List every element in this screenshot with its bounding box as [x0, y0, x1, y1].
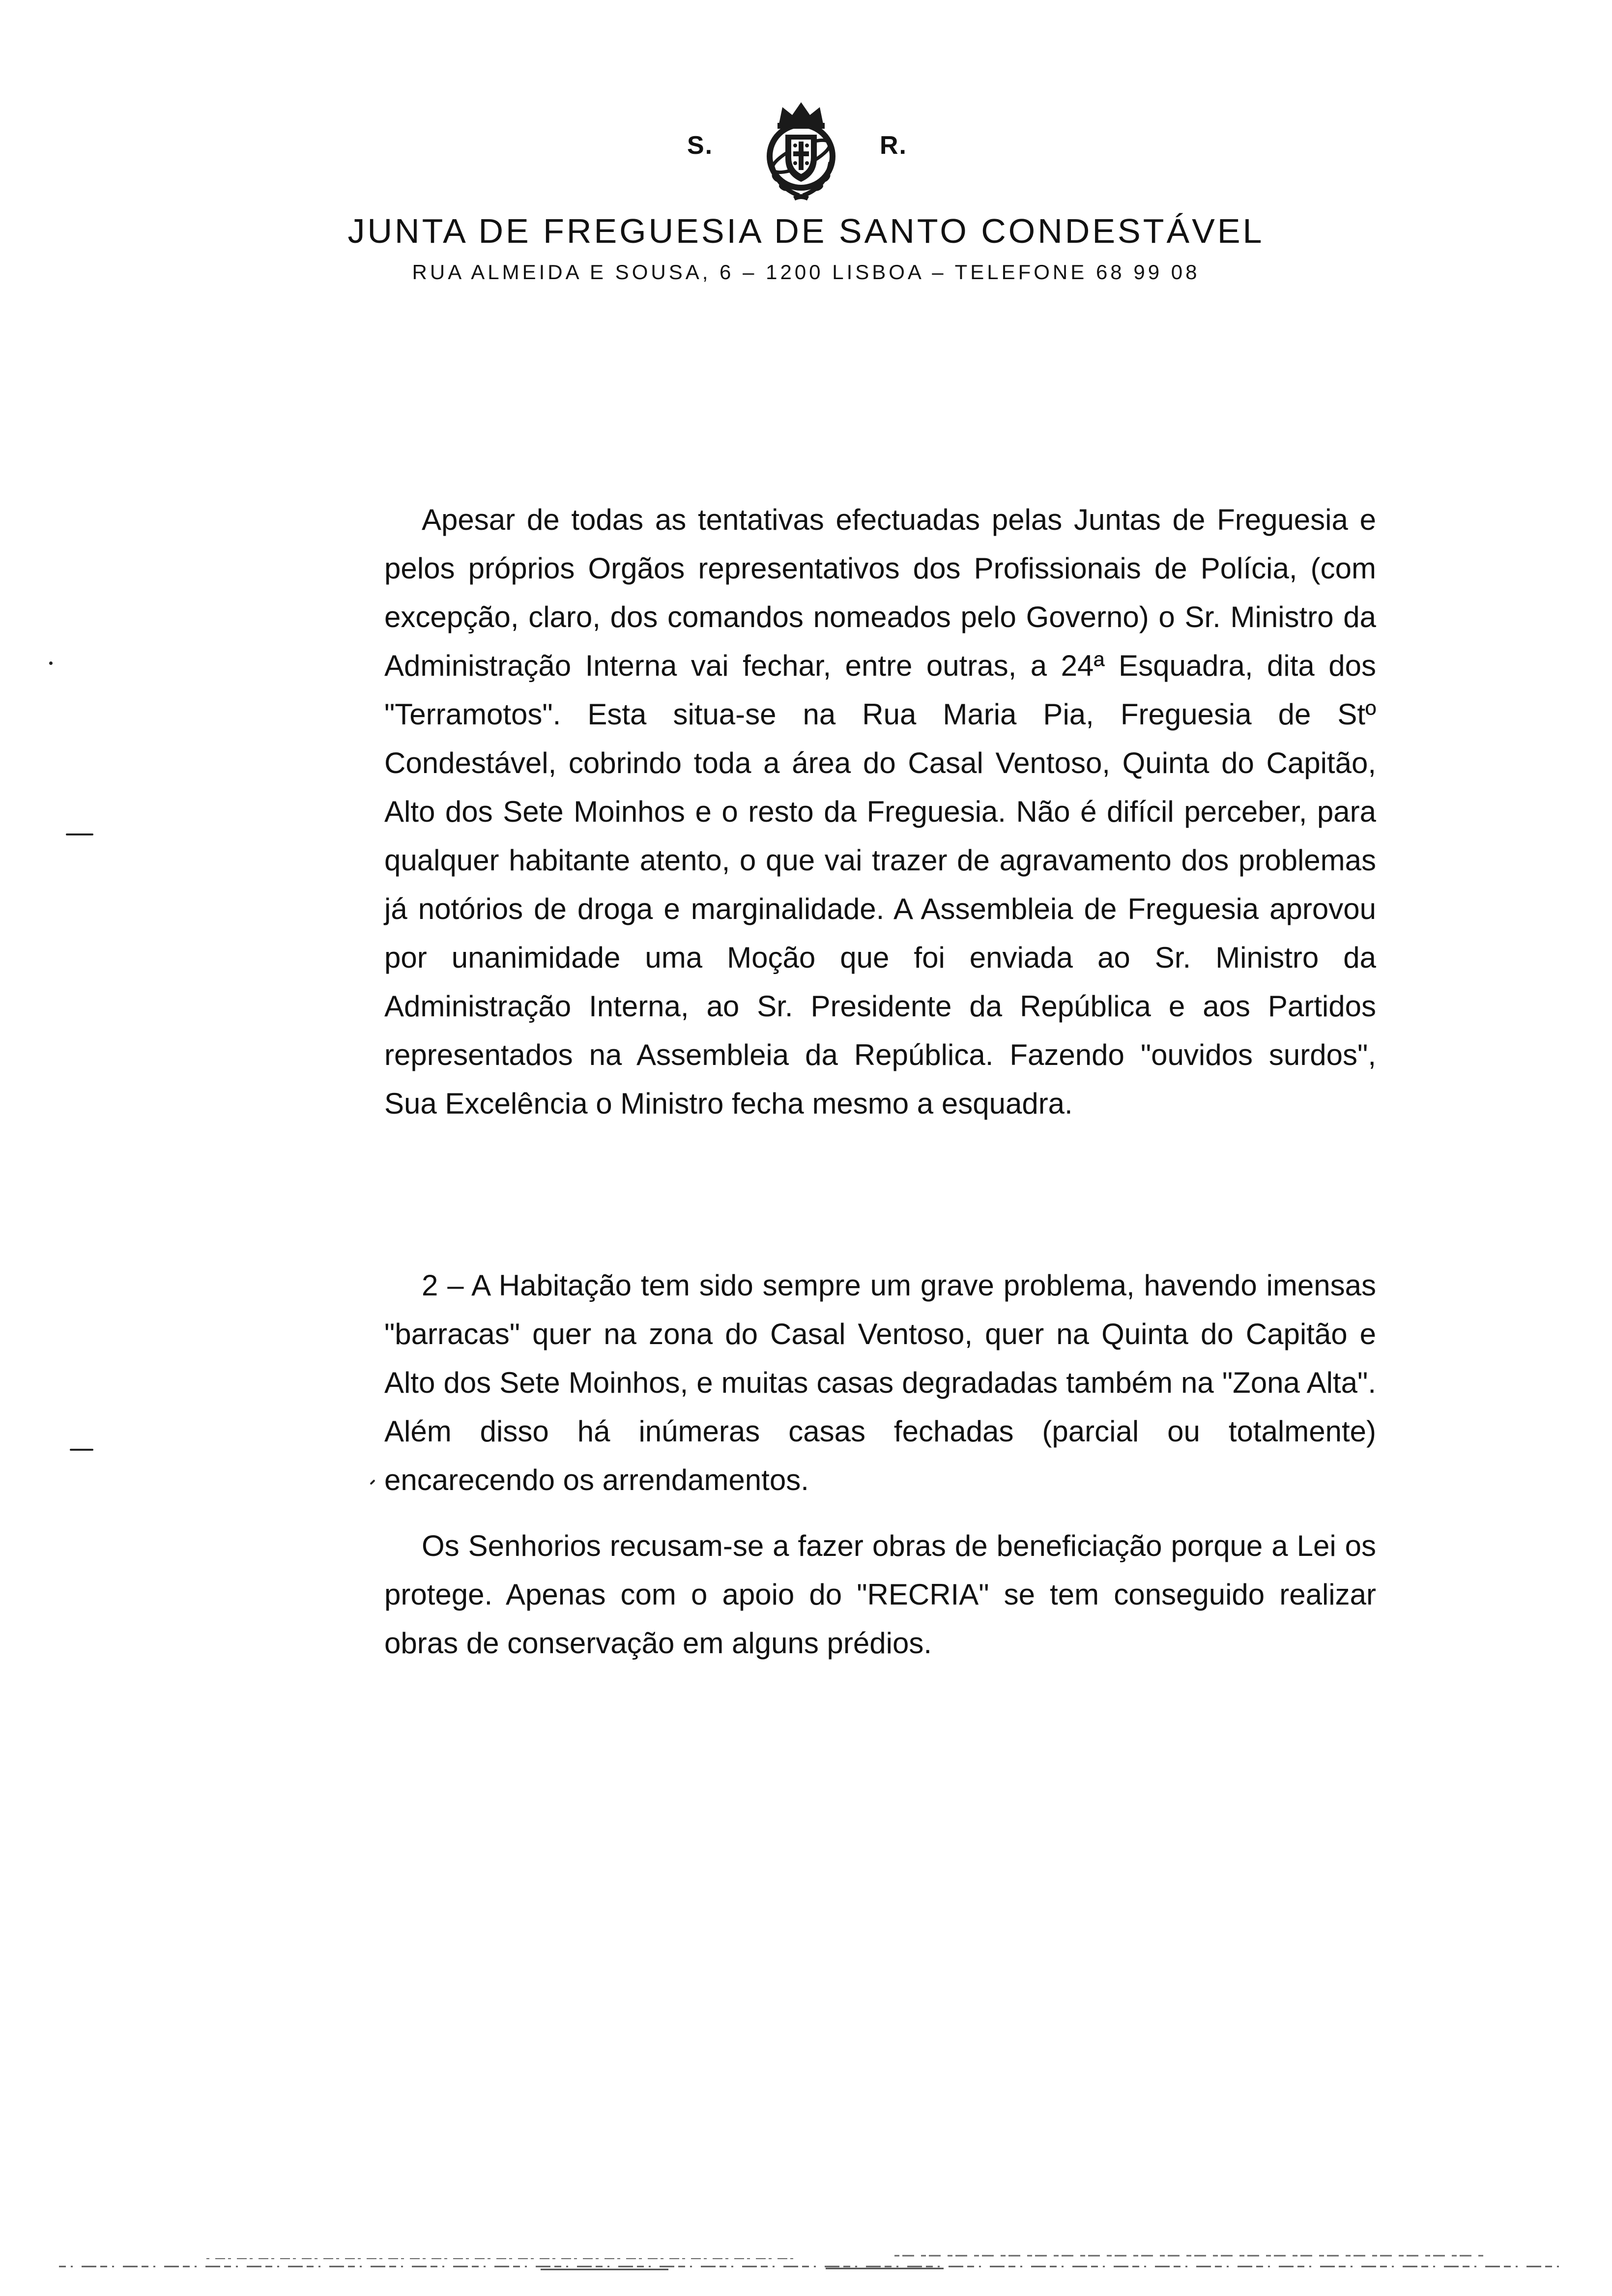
margin-mark [370, 1479, 375, 1485]
paragraph-landlords [384, 1521, 1376, 1667]
seal-row [0, 98, 1612, 201]
margin-mark [70, 1449, 93, 1451]
margin-mark [49, 661, 53, 665]
paragraph-text: Apesar de todas as tentativas efectuadas pelas Juntas de Freguesia e pelos próprios Orgãos representativos dos Profissionais de Polícia, (com excepção, claro, dos comandos nomeados pelo Governo) o Sr. Ministro da Administração Interna vai fechar, entre outras, a 24ª Esquadra, dita dos "Terramotos". Esta situa-se na Rua Maria Pia, Freguesia de Stº Condestável, cobrindo toda a área do Casal Ventoso, Quinta do Capitão, Alto dos Sete Moinhos e o resto da Freguesia. Não é difícil perceber, para qualquer habitante atento, o que vai trazer de agravamento dos problemas já notórios de droga e marginalidade. A Assembleia de Freguesia aprovou por unanimidade uma Moção que foi enviada ao Sr. Ministro da Administração Interna, ao Sr. Presidente da República e aos Partidos representados na Assembleia da República. Fazendo "ouvidos surdos", Sua Excelência o Ministro fecha mesmo a esquadra. [384, 503, 1376, 1120]
scan-edge-noise [59, 2241, 1563, 2270]
paragraph-police-station [384, 495, 1376, 1128]
paragraph-text: Os Senhorios recusam-se a fazer obras de beneficiação porque a Lei os protege. Apenas com o apoio do "RECRIA" se tem conseguido realizar obras de conservação em alguns prédios. [384, 1529, 1376, 1660]
seal-letter-s: S. [687, 131, 714, 160]
paragraph-housing [384, 1261, 1376, 1504]
margin-mark [66, 833, 93, 835]
paragraph-text: 2 – A Habitação tem sido sempre um grave problema, havendo imensas "barracas" quer na zona do Casal Ventoso, quer na Quinta do Capitão e Alto dos Sete Moinhos, e muitas casas degradadas também na "Zona Alta". Além disso há inúmeras casas fechadas (parcial ou totalmente) encarecendo os arrendamentos. [384, 1269, 1376, 1496]
seal-letter-r: R. [880, 131, 907, 160]
organization-address: RUA ALMEIDA E SOUSA, 6 – 1200 LISBOA – TELEFONE 68 99 08 [412, 260, 1200, 284]
coat-of-arms-icon [752, 98, 850, 201]
organization-name: JUNTA DE FREGUESIA DE SANTO CONDESTÁVEL [347, 212, 1265, 250]
